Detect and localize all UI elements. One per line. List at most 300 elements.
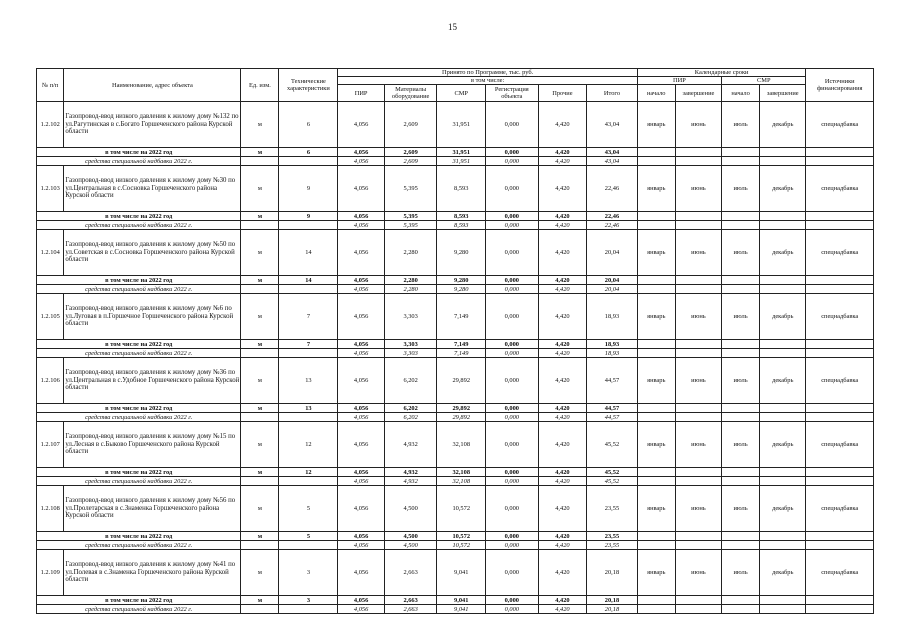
total-cell: 44,57 <box>587 358 638 404</box>
empty-cell <box>806 413 874 422</box>
registration-cell: 0,000 <box>485 166 538 212</box>
total-cell: 23,55 <box>587 541 638 550</box>
tech-cell: 6 <box>279 102 338 148</box>
special-funds-label: средства специальной надбавки 2022 г. <box>37 285 241 294</box>
smr-end-cell: декабрь <box>760 422 806 468</box>
header-unit: Ед. изм. <box>241 69 279 102</box>
materials-cell: 3,303 <box>384 340 437 349</box>
object-name: Газопровод-ввод низкого давления к жилому дому №56 по ул.Пролетарская в с.Знаменка Горшеченского района Курской области <box>64 486 241 532</box>
empty-cell <box>675 477 721 486</box>
tech-cell: 12 <box>279 468 338 477</box>
empty-cell <box>241 413 279 422</box>
header-num: № п/п <box>37 69 64 102</box>
smr-cell: 8,593 <box>437 221 485 230</box>
empty-cell <box>760 349 806 358</box>
subtotal-2022-label: в том числе на 2022 год <box>37 532 241 541</box>
other-cell: 4,420 <box>538 596 586 605</box>
empty-cell <box>675 340 721 349</box>
tech-cell: 7 <box>279 294 338 340</box>
smr-start-cell: июль <box>722 102 760 148</box>
smr-cell: 10,572 <box>437 532 485 541</box>
empty-cell <box>722 221 760 230</box>
empty-cell <box>760 468 806 477</box>
empty-cell <box>637 404 675 413</box>
registration-cell: 0,000 <box>485 605 538 614</box>
pir-cell: 4,056 <box>338 358 384 404</box>
empty-cell <box>637 349 675 358</box>
empty-cell <box>637 413 675 422</box>
pir-cell: 4,056 <box>338 349 384 358</box>
object-name: Газопровод-ввод низкого давления к жилому дому №6 по ул.Луговая в п.Горшечное Горшеченского района Курской области <box>64 294 241 340</box>
registration-cell: 0,000 <box>485 230 538 276</box>
empty-cell <box>279 349 338 358</box>
tech-cell: 7 <box>279 340 338 349</box>
materials-cell: 2,609 <box>384 102 437 148</box>
header-total: Итого <box>587 85 638 102</box>
empty-cell <box>241 605 279 614</box>
total-cell: 45,52 <box>587 477 638 486</box>
unit-cell: м <box>241 340 279 349</box>
empty-cell <box>241 221 279 230</box>
unit-cell: м <box>241 276 279 285</box>
tech-cell: 5 <box>279 532 338 541</box>
smr-cell: 29,892 <box>437 413 485 422</box>
subtotal-2022-label: в том числе на 2022 год <box>37 596 241 605</box>
object-name: Газопровод-ввод низкого давления к жилому дому №41 по ул.Полевая в с.Знаменка Горшеченского района Курской области <box>64 550 241 596</box>
header-reg: Регистрация объекта <box>485 85 538 102</box>
smr-start-cell: июль <box>722 358 760 404</box>
registration-cell: 0,000 <box>485 477 538 486</box>
empty-cell <box>722 285 760 294</box>
empty-cell <box>722 404 760 413</box>
header-program-group: Принято по Программе, тыс. руб. <box>338 69 637 77</box>
empty-cell <box>806 148 874 157</box>
pir-cell: 4,056 <box>338 148 384 157</box>
empty-cell <box>760 532 806 541</box>
empty-cell <box>279 541 338 550</box>
total-cell: 20,18 <box>587 550 638 596</box>
empty-cell <box>760 596 806 605</box>
smr-end-cell: декабрь <box>760 550 806 596</box>
row-number: 1.2.105 <box>37 294 64 340</box>
empty-cell <box>760 157 806 166</box>
special-funds-row <box>37 349 874 358</box>
empty-cell <box>760 285 806 294</box>
subtotal-2022-row <box>37 532 874 541</box>
pir-start-cell: январь <box>637 102 675 148</box>
special-funds-label: средства специальной надбавки 2022 г. <box>37 349 241 358</box>
source-cell: спецнадбавка <box>806 166 874 212</box>
empty-cell <box>722 605 760 614</box>
subtotal-2022-row <box>37 148 874 157</box>
registration-cell: 0,000 <box>485 422 538 468</box>
empty-cell <box>675 413 721 422</box>
registration-cell: 0,000 <box>485 221 538 230</box>
empty-cell <box>760 477 806 486</box>
empty-cell <box>760 404 806 413</box>
other-cell: 4,420 <box>538 477 586 486</box>
empty-cell <box>806 477 874 486</box>
pir-start-cell: январь <box>637 358 675 404</box>
other-cell: 4,420 <box>538 422 586 468</box>
registration-cell: 0,000 <box>485 596 538 605</box>
header-smr-start: начало <box>722 85 760 102</box>
header-calendar-group: Календарные сроки <box>637 69 806 77</box>
pir-cell: 4,056 <box>338 422 384 468</box>
materials-cell: 6,202 <box>384 358 437 404</box>
tech-cell: 14 <box>279 276 338 285</box>
smr-cell: 29,892 <box>437 404 485 413</box>
smr-cell: 29,892 <box>437 358 485 404</box>
smr-end-cell: декабрь <box>760 294 806 340</box>
empty-cell <box>675 541 721 550</box>
header-smr-end: завершение <box>760 85 806 102</box>
total-cell: 43,04 <box>587 102 638 148</box>
special-funds-row <box>37 413 874 422</box>
empty-cell <box>637 148 675 157</box>
empty-cell <box>279 221 338 230</box>
other-cell: 4,420 <box>538 166 586 212</box>
empty-cell <box>637 596 675 605</box>
pir-start-cell: январь <box>637 422 675 468</box>
header-row-1 <box>37 69 874 77</box>
other-cell: 4,420 <box>538 157 586 166</box>
row-number: 1.2.102 <box>37 102 64 148</box>
registration-cell: 0,000 <box>485 532 538 541</box>
subtotal-2022-row <box>37 404 874 413</box>
empty-cell <box>241 157 279 166</box>
empty-cell <box>806 596 874 605</box>
materials-cell: 4,932 <box>384 477 437 486</box>
materials-cell: 6,202 <box>384 404 437 413</box>
tech-cell: 9 <box>279 166 338 212</box>
registration-cell: 0,000 <box>485 340 538 349</box>
subtotal-2022-row <box>37 468 874 477</box>
pir-cell: 4,056 <box>338 550 384 596</box>
other-cell: 4,420 <box>538 550 586 596</box>
empty-cell <box>806 285 874 294</box>
registration-cell: 0,000 <box>485 212 538 221</box>
empty-cell <box>806 468 874 477</box>
empty-cell <box>722 349 760 358</box>
header-incl: в том числе: <box>338 77 637 85</box>
header-tech: Технические характеристики <box>279 69 338 102</box>
materials-cell: 2,663 <box>384 605 437 614</box>
registration-cell: 0,000 <box>485 413 538 422</box>
special-funds-row <box>37 221 874 230</box>
other-cell: 4,420 <box>538 404 586 413</box>
row-number: 1.2.107 <box>37 422 64 468</box>
object-row <box>37 358 874 404</box>
empty-cell <box>722 541 760 550</box>
pir-cell: 4,056 <box>338 340 384 349</box>
other-cell: 4,420 <box>538 349 586 358</box>
subtotal-2022-label: в том числе на 2022 год <box>37 212 241 221</box>
materials-cell: 2,609 <box>384 148 437 157</box>
pir-start-cell: январь <box>637 486 675 532</box>
tech-cell: 13 <box>279 404 338 413</box>
empty-cell <box>279 157 338 166</box>
unit-cell: м <box>241 294 279 340</box>
empty-cell <box>806 221 874 230</box>
pir-cell: 4,056 <box>338 166 384 212</box>
empty-cell <box>806 532 874 541</box>
subtotal-2022-row <box>37 340 874 349</box>
total-cell: 20,18 <box>587 605 638 614</box>
pir-end-cell: июнь <box>675 166 721 212</box>
smr-end-cell: декабрь <box>760 486 806 532</box>
other-cell: 4,420 <box>538 532 586 541</box>
materials-cell: 4,500 <box>384 541 437 550</box>
other-cell: 4,420 <box>538 413 586 422</box>
smr-cell: 9,041 <box>437 596 485 605</box>
total-cell: 22,46 <box>587 221 638 230</box>
empty-cell <box>806 276 874 285</box>
registration-cell: 0,000 <box>485 486 538 532</box>
empty-cell <box>722 468 760 477</box>
tech-cell: 12 <box>279 422 338 468</box>
empty-cell <box>722 413 760 422</box>
materials-cell: 2,280 <box>384 285 437 294</box>
pir-start-cell: январь <box>637 294 675 340</box>
unit-cell: м <box>241 596 279 605</box>
pir-end-cell: июнь <box>675 230 721 276</box>
total-cell: 22,46 <box>587 166 638 212</box>
materials-cell: 4,500 <box>384 486 437 532</box>
object-row <box>37 422 874 468</box>
other-cell: 4,420 <box>538 285 586 294</box>
smr-start-cell: июль <box>722 486 760 532</box>
empty-cell <box>760 541 806 550</box>
empty-cell <box>675 285 721 294</box>
materials-cell: 2,663 <box>384 596 437 605</box>
total-cell: 43,04 <box>587 157 638 166</box>
smr-cell: 9,041 <box>437 550 485 596</box>
empty-cell <box>675 596 721 605</box>
smr-start-cell: июль <box>722 422 760 468</box>
unit-cell: м <box>241 486 279 532</box>
object-row <box>37 486 874 532</box>
pir-cell: 4,056 <box>338 102 384 148</box>
special-funds-row <box>37 477 874 486</box>
total-cell: 22,46 <box>587 212 638 221</box>
smr-cell: 9,280 <box>437 230 485 276</box>
total-cell: 44,57 <box>587 404 638 413</box>
total-cell: 44,57 <box>587 413 638 422</box>
object-name: Газопровод-ввод низкого давления к жилому дому №50 по ул.Советская в с.Сосновка Горшеченского района Курской области <box>64 230 241 276</box>
special-funds-row <box>37 285 874 294</box>
unit-cell: м <box>241 358 279 404</box>
empty-cell <box>760 413 806 422</box>
pir-end-cell: июнь <box>675 486 721 532</box>
registration-cell: 0,000 <box>485 285 538 294</box>
header-cal-pir: ПИР <box>637 77 721 85</box>
materials-cell: 5,395 <box>384 166 437 212</box>
empty-cell <box>760 221 806 230</box>
smr-cell: 31,951 <box>437 148 485 157</box>
smr-cell: 9,280 <box>437 276 485 285</box>
subtotal-2022-row <box>37 276 874 285</box>
unit-cell: м <box>241 212 279 221</box>
program-table <box>36 68 874 614</box>
tech-cell: 6 <box>279 148 338 157</box>
registration-cell: 0,000 <box>485 349 538 358</box>
empty-cell <box>675 404 721 413</box>
empty-cell <box>760 148 806 157</box>
pir-cell: 4,056 <box>338 285 384 294</box>
empty-cell <box>675 349 721 358</box>
empty-cell <box>760 340 806 349</box>
source-cell: спецнадбавка <box>806 102 874 148</box>
smr-cell: 32,108 <box>437 468 485 477</box>
empty-cell <box>241 349 279 358</box>
row-number: 1.2.104 <box>37 230 64 276</box>
materials-cell: 5,395 <box>384 212 437 221</box>
empty-cell <box>760 605 806 614</box>
unit-cell: м <box>241 404 279 413</box>
empty-cell <box>241 285 279 294</box>
empty-cell <box>637 212 675 221</box>
smr-cell: 31,951 <box>437 157 485 166</box>
total-cell: 45,52 <box>587 422 638 468</box>
object-row <box>37 230 874 276</box>
other-cell: 4,420 <box>538 358 586 404</box>
source-cell: спецнадбавка <box>806 294 874 340</box>
empty-cell <box>722 157 760 166</box>
source-cell: спецнадбавка <box>806 486 874 532</box>
pir-cell: 4,056 <box>338 404 384 413</box>
empty-cell <box>637 541 675 550</box>
header-materials: Материалы оборудование <box>384 85 437 102</box>
empty-cell <box>722 596 760 605</box>
total-cell: 20,04 <box>587 276 638 285</box>
smr-end-cell: декабрь <box>760 102 806 148</box>
pir-cell: 4,056 <box>338 596 384 605</box>
pir-end-cell: июнь <box>675 358 721 404</box>
smr-cell: 9,041 <box>437 605 485 614</box>
registration-cell: 0,000 <box>485 468 538 477</box>
subtotal-2022-label: в том числе на 2022 год <box>37 276 241 285</box>
tech-cell: 9 <box>279 212 338 221</box>
smr-cell: 7,149 <box>437 349 485 358</box>
registration-cell: 0,000 <box>485 294 538 340</box>
registration-cell: 0,000 <box>485 404 538 413</box>
row-number: 1.2.108 <box>37 486 64 532</box>
table-body <box>37 102 874 614</box>
empty-cell <box>637 468 675 477</box>
subtotal-2022-row <box>37 212 874 221</box>
empty-cell <box>637 532 675 541</box>
header-cal-smr: СМР <box>722 77 806 85</box>
row-number: 1.2.103 <box>37 166 64 212</box>
smr-cell: 8,593 <box>437 212 485 221</box>
empty-cell <box>241 477 279 486</box>
subtotal-2022-label: в том числе на 2022 год <box>37 148 241 157</box>
pir-cell: 4,056 <box>338 468 384 477</box>
smr-start-cell: июль <box>722 550 760 596</box>
empty-cell <box>675 276 721 285</box>
pir-cell: 4,056 <box>338 413 384 422</box>
smr-cell: 31,951 <box>437 102 485 148</box>
smr-start-cell: июль <box>722 294 760 340</box>
empty-cell <box>722 148 760 157</box>
materials-cell: 2,609 <box>384 157 437 166</box>
pir-cell: 4,056 <box>338 486 384 532</box>
other-cell: 4,420 <box>538 148 586 157</box>
special-funds-label: средства специальной надбавки 2022 г. <box>37 477 241 486</box>
empty-cell <box>806 349 874 358</box>
pir-start-cell: январь <box>637 550 675 596</box>
unit-cell: м <box>241 422 279 468</box>
smr-cell: 7,149 <box>437 340 485 349</box>
empty-cell <box>806 340 874 349</box>
smr-cell: 7,149 <box>437 294 485 340</box>
empty-cell <box>722 340 760 349</box>
materials-cell: 5,395 <box>384 221 437 230</box>
materials-cell: 4,932 <box>384 468 437 477</box>
total-cell: 20,18 <box>587 596 638 605</box>
subtotal-2022-label: в том числе на 2022 год <box>37 468 241 477</box>
special-funds-label: средства специальной надбавки 2022 г. <box>37 221 241 230</box>
pir-cell: 4,056 <box>338 276 384 285</box>
total-cell: 23,55 <box>587 486 638 532</box>
empty-cell <box>722 276 760 285</box>
pir-start-cell: январь <box>637 166 675 212</box>
header-name: Наименование, адрес объекта <box>64 69 241 102</box>
other-cell: 4,420 <box>538 294 586 340</box>
total-cell: 23,55 <box>587 532 638 541</box>
header-source: Источники финансирования <box>806 69 874 102</box>
source-cell: спецнадбавка <box>806 230 874 276</box>
registration-cell: 0,000 <box>485 358 538 404</box>
materials-cell: 3,303 <box>384 294 437 340</box>
smr-cell: 9,280 <box>437 285 485 294</box>
pir-end-cell: июнь <box>675 102 721 148</box>
smr-end-cell: декабрь <box>760 358 806 404</box>
pir-start-cell: январь <box>637 230 675 276</box>
registration-cell: 0,000 <box>485 102 538 148</box>
tech-cell: 14 <box>279 230 338 276</box>
registration-cell: 0,000 <box>485 276 538 285</box>
source-cell: спецнадбавка <box>806 358 874 404</box>
other-cell: 4,420 <box>538 605 586 614</box>
materials-cell: 2,280 <box>384 230 437 276</box>
empty-cell <box>637 477 675 486</box>
object-row <box>37 102 874 148</box>
unit-cell: м <box>241 468 279 477</box>
special-funds-label: средства специальной надбавки 2022 г. <box>37 157 241 166</box>
smr-cell: 32,108 <box>437 422 485 468</box>
empty-cell <box>637 340 675 349</box>
smr-cell: 10,572 <box>437 541 485 550</box>
total-cell: 20,04 <box>587 230 638 276</box>
special-funds-label: средства специальной надбавки 2022 г. <box>37 605 241 614</box>
smr-end-cell: декабрь <box>760 230 806 276</box>
materials-cell: 2,280 <box>384 276 437 285</box>
page-number: 15 <box>448 22 457 32</box>
pir-cell: 4,056 <box>338 477 384 486</box>
empty-cell <box>675 468 721 477</box>
other-cell: 4,420 <box>538 276 586 285</box>
object-name: Газопровод-ввод низкого давления к жилому дому №15 по ул.Лесная в с.Быково Горшеченского района Курской области <box>64 422 241 468</box>
materials-cell: 4,500 <box>384 532 437 541</box>
tech-cell: 3 <box>279 550 338 596</box>
row-number: 1.2.109 <box>37 550 64 596</box>
pir-end-cell: июнь <box>675 294 721 340</box>
empty-cell <box>806 157 874 166</box>
pir-end-cell: июнь <box>675 550 721 596</box>
empty-cell <box>637 605 675 614</box>
